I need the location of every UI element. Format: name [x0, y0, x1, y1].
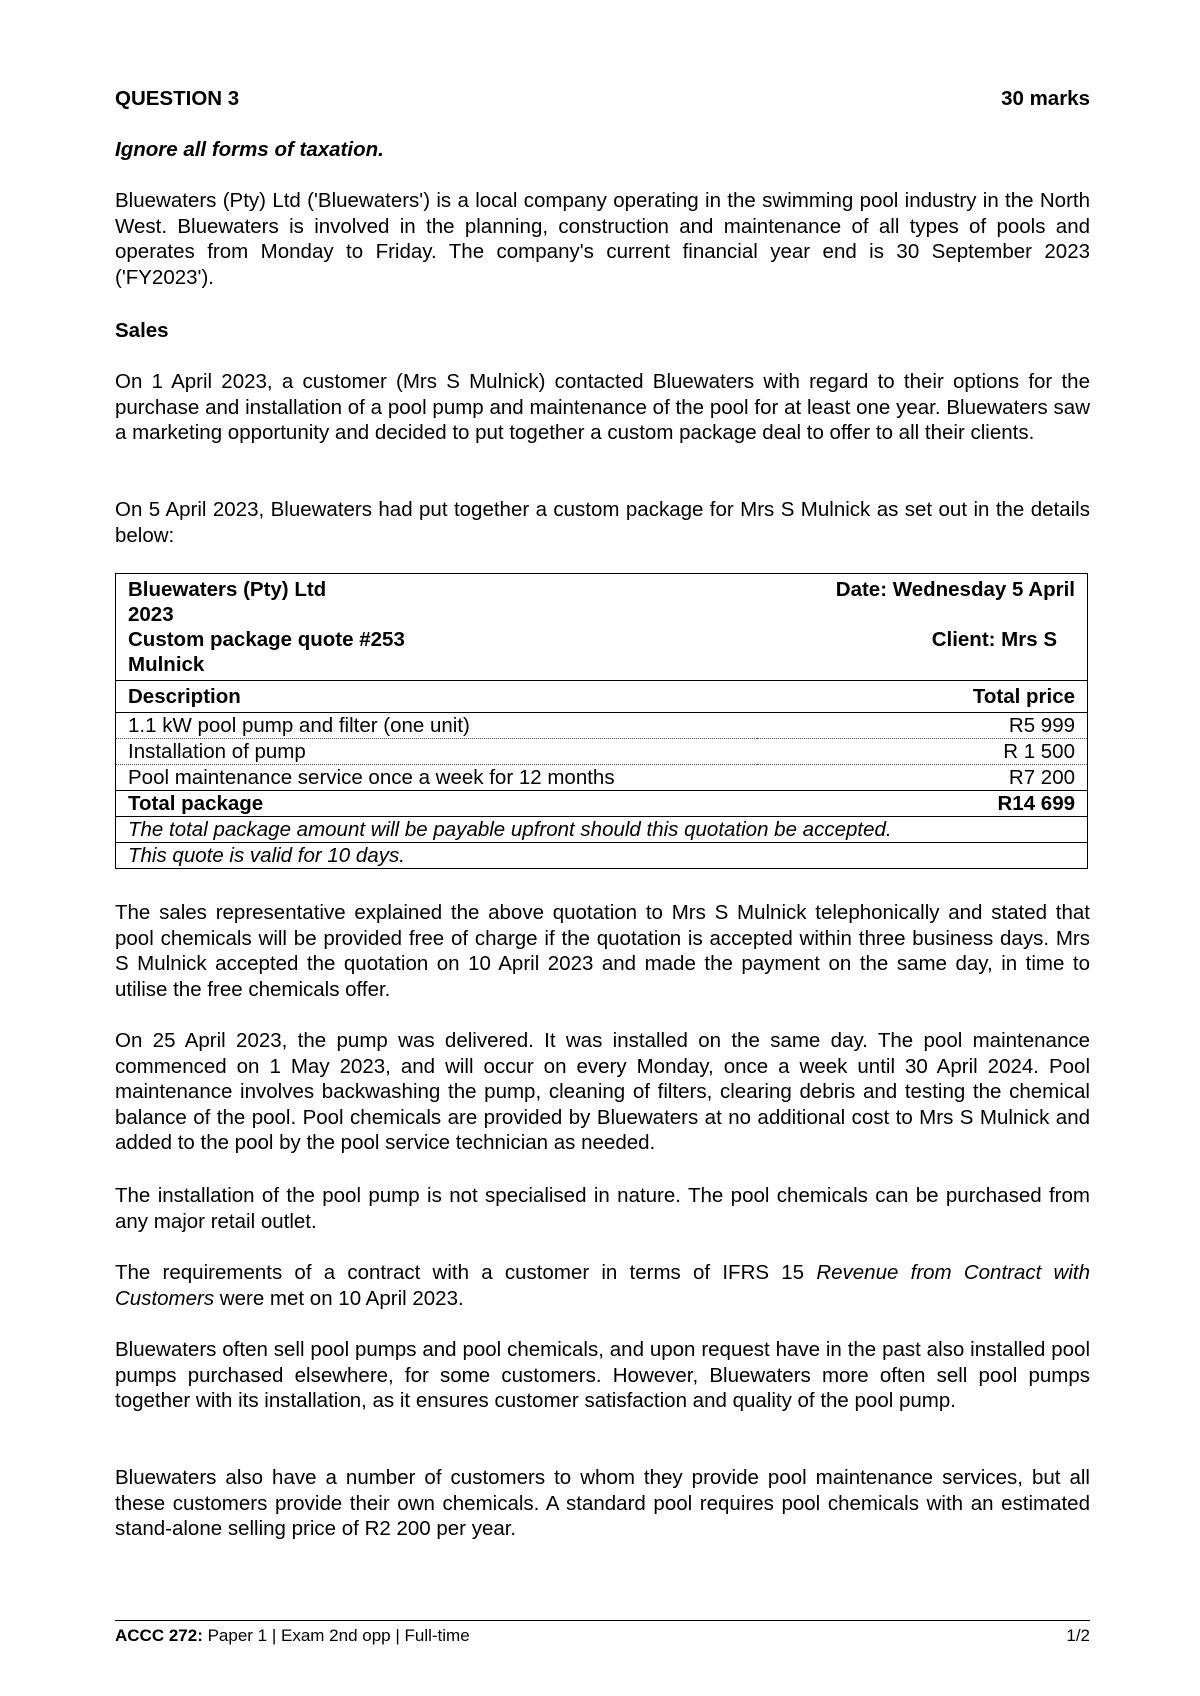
often-text: Bluewaters often sell pool pumps and pool chemicals, and upon request have in the past also installed pool pumps purchased elsewhere, for some customers. However, Bluewaters more often sell pool pumps together with its installation, as it ensures customer satisfaction and quality of the pool pump. — [115, 1338, 1090, 1412]
item-price: R5 999 — [757, 713, 1087, 739]
quote-column-headers — [116, 681, 1087, 713]
intro-text: Bluewaters (Pty) Ltd ('Bluewaters') is a local company operating in the swimming pool industry in the North West. Bluewaters is involved in the planning, construction and maintenance of all types of pools and operates from Monday to Friday. The company's current financial year end is 30 September 2023 ('FY2023'). — [115, 189, 1090, 289]
intro-paragraph — [115, 188, 1090, 290]
quote-note-row — [116, 843, 1087, 869]
quote-line-item — [116, 713, 1087, 739]
quote-client: Client: Mrs S — [931, 628, 1057, 651]
sales-heading: Sales — [115, 319, 169, 342]
document-page — [115, 0, 1090, 1696]
instruction-block — [115, 137, 1090, 163]
total-label: Total package — [116, 791, 757, 817]
quote-note-row — [116, 817, 1087, 843]
quote-company: Bluewaters (Pty) Ltd — [128, 578, 327, 601]
item-description: Pool maintenance service once a week for 12 months — [116, 765, 757, 791]
sales-section — [115, 318, 1090, 344]
quote-header-row-4 — [116, 652, 1087, 681]
item-description: 1.1 kW pool pump and filter (one unit) — [116, 713, 757, 739]
quote-line-item — [116, 739, 1087, 765]
column-description: Description — [116, 681, 757, 713]
april1-paragraph — [115, 369, 1090, 446]
quote-line-item — [116, 765, 1087, 791]
ifrs-paragraph — [115, 1260, 1090, 1311]
footer-course — [115, 1623, 470, 1649]
footer-course-code: ACCC 272: — [115, 1626, 203, 1645]
rep-text: The sales representative explained the above quotation to Mrs S Mulnick telephonically and stated that pool chemicals will be provided free of charge if the quotation is accepted within three business days. Mrs S Mulnick accepted the quotation on 10 April 2023 and made the payment on the same day, in time to utilise the free chemicals offer. — [115, 901, 1090, 1001]
item-description: Installation of pump — [116, 739, 757, 765]
rep-paragraph — [115, 900, 1090, 1002]
quote-total-row — [116, 791, 1087, 817]
question-heading — [115, 86, 1090, 112]
footer-divider — [115, 1620, 1090, 1621]
page-footer — [115, 1623, 1090, 1649]
quote-header-row-1 — [116, 574, 1087, 602]
ifrs-text-after: were met on 10 April 2023. — [214, 1286, 464, 1310]
ifrs-text-before: The requirements of a contract with a customer in terms of IFRS 15 — [115, 1261, 817, 1284]
also-text: Bluewaters also have a number of customers to whom they provide pool maintenance services, but all these customers provide their own chemicals. A standard pool requires pool chemicals with an estimated stand-alone selling price of R2 200 per year. — [115, 1466, 1090, 1540]
install-paragraph — [115, 1183, 1090, 1234]
april5-text: On 5 April 2023, Bluewaters had put together a custom package for Mrs S Mulnick as set out in the details below: — [115, 498, 1090, 547]
april25-paragraph — [115, 1028, 1090, 1156]
often-paragraph — [115, 1337, 1090, 1414]
quote-header-row-2 — [116, 602, 1087, 627]
also-paragraph — [115, 1465, 1090, 1542]
instruction-text: Ignore all forms of taxation. — [115, 138, 384, 161]
question-title: QUESTION 3 — [115, 87, 240, 110]
april5-paragraph — [115, 497, 1090, 548]
ifrs-standard-title: Revenue from Contract with Customers — [115, 1261, 1091, 1310]
april25-text: On 25 April 2023, the pump was delivered. It was installed on the same day. The pool maintenance commenced on 1 May 2023, and will occur on every Monday, once a week until 30 April 2024. Pool maintenance involves backwashing the pump, cleaning of filters, clearing debris and testing the chemical balance of the pool. Pool chemicals are provided by Bluewaters at no additional cost to Mrs S Mulnick and added to the pool by the pool service technician as needed. — [115, 1029, 1090, 1154]
column-total-price: Total price — [757, 681, 1087, 713]
install-text: The installation of the pool pump is not specialised in nature. The pool chemicals can be purchased from any major retail outlet. — [115, 1184, 1090, 1233]
total-value: R14 699 — [757, 791, 1087, 817]
quote-header-row-3 — [116, 627, 1087, 652]
footer-paper-info: Paper 1 | Exam 2nd opp | Full-time — [202, 1626, 470, 1645]
quote-client-name: Mulnick — [128, 653, 205, 676]
quote-year: 2023 — [128, 603, 174, 626]
quote-number: Custom package quote #253 — [128, 628, 405, 651]
note-upfront: The total package amount will be payable upfront should this quotation be accepted. — [116, 817, 1087, 843]
item-price: R 1 500 — [757, 739, 1087, 765]
quote-table — [115, 573, 1088, 869]
item-price: R7 200 — [757, 765, 1087, 791]
ifrs-text — [115, 1260, 1090, 1311]
quote-date: Date: Wednesday 5 April — [835, 578, 1075, 601]
question-marks: 30 marks — [1001, 87, 1090, 110]
footer-page-number: 1/2 — [1066, 1626, 1090, 1645]
note-valid: This quote is valid for 10 days. — [116, 843, 1087, 869]
april1-text: On 1 April 2023, a customer (Mrs S Mulnick) contacted Bluewaters with regard to their options for the purchase and installation of a pool pump and maintenance of the pool for at least one year. Bluewaters saw a marketing opportunity and decided to put together a custom package deal to offer to all their clients. — [115, 370, 1090, 444]
